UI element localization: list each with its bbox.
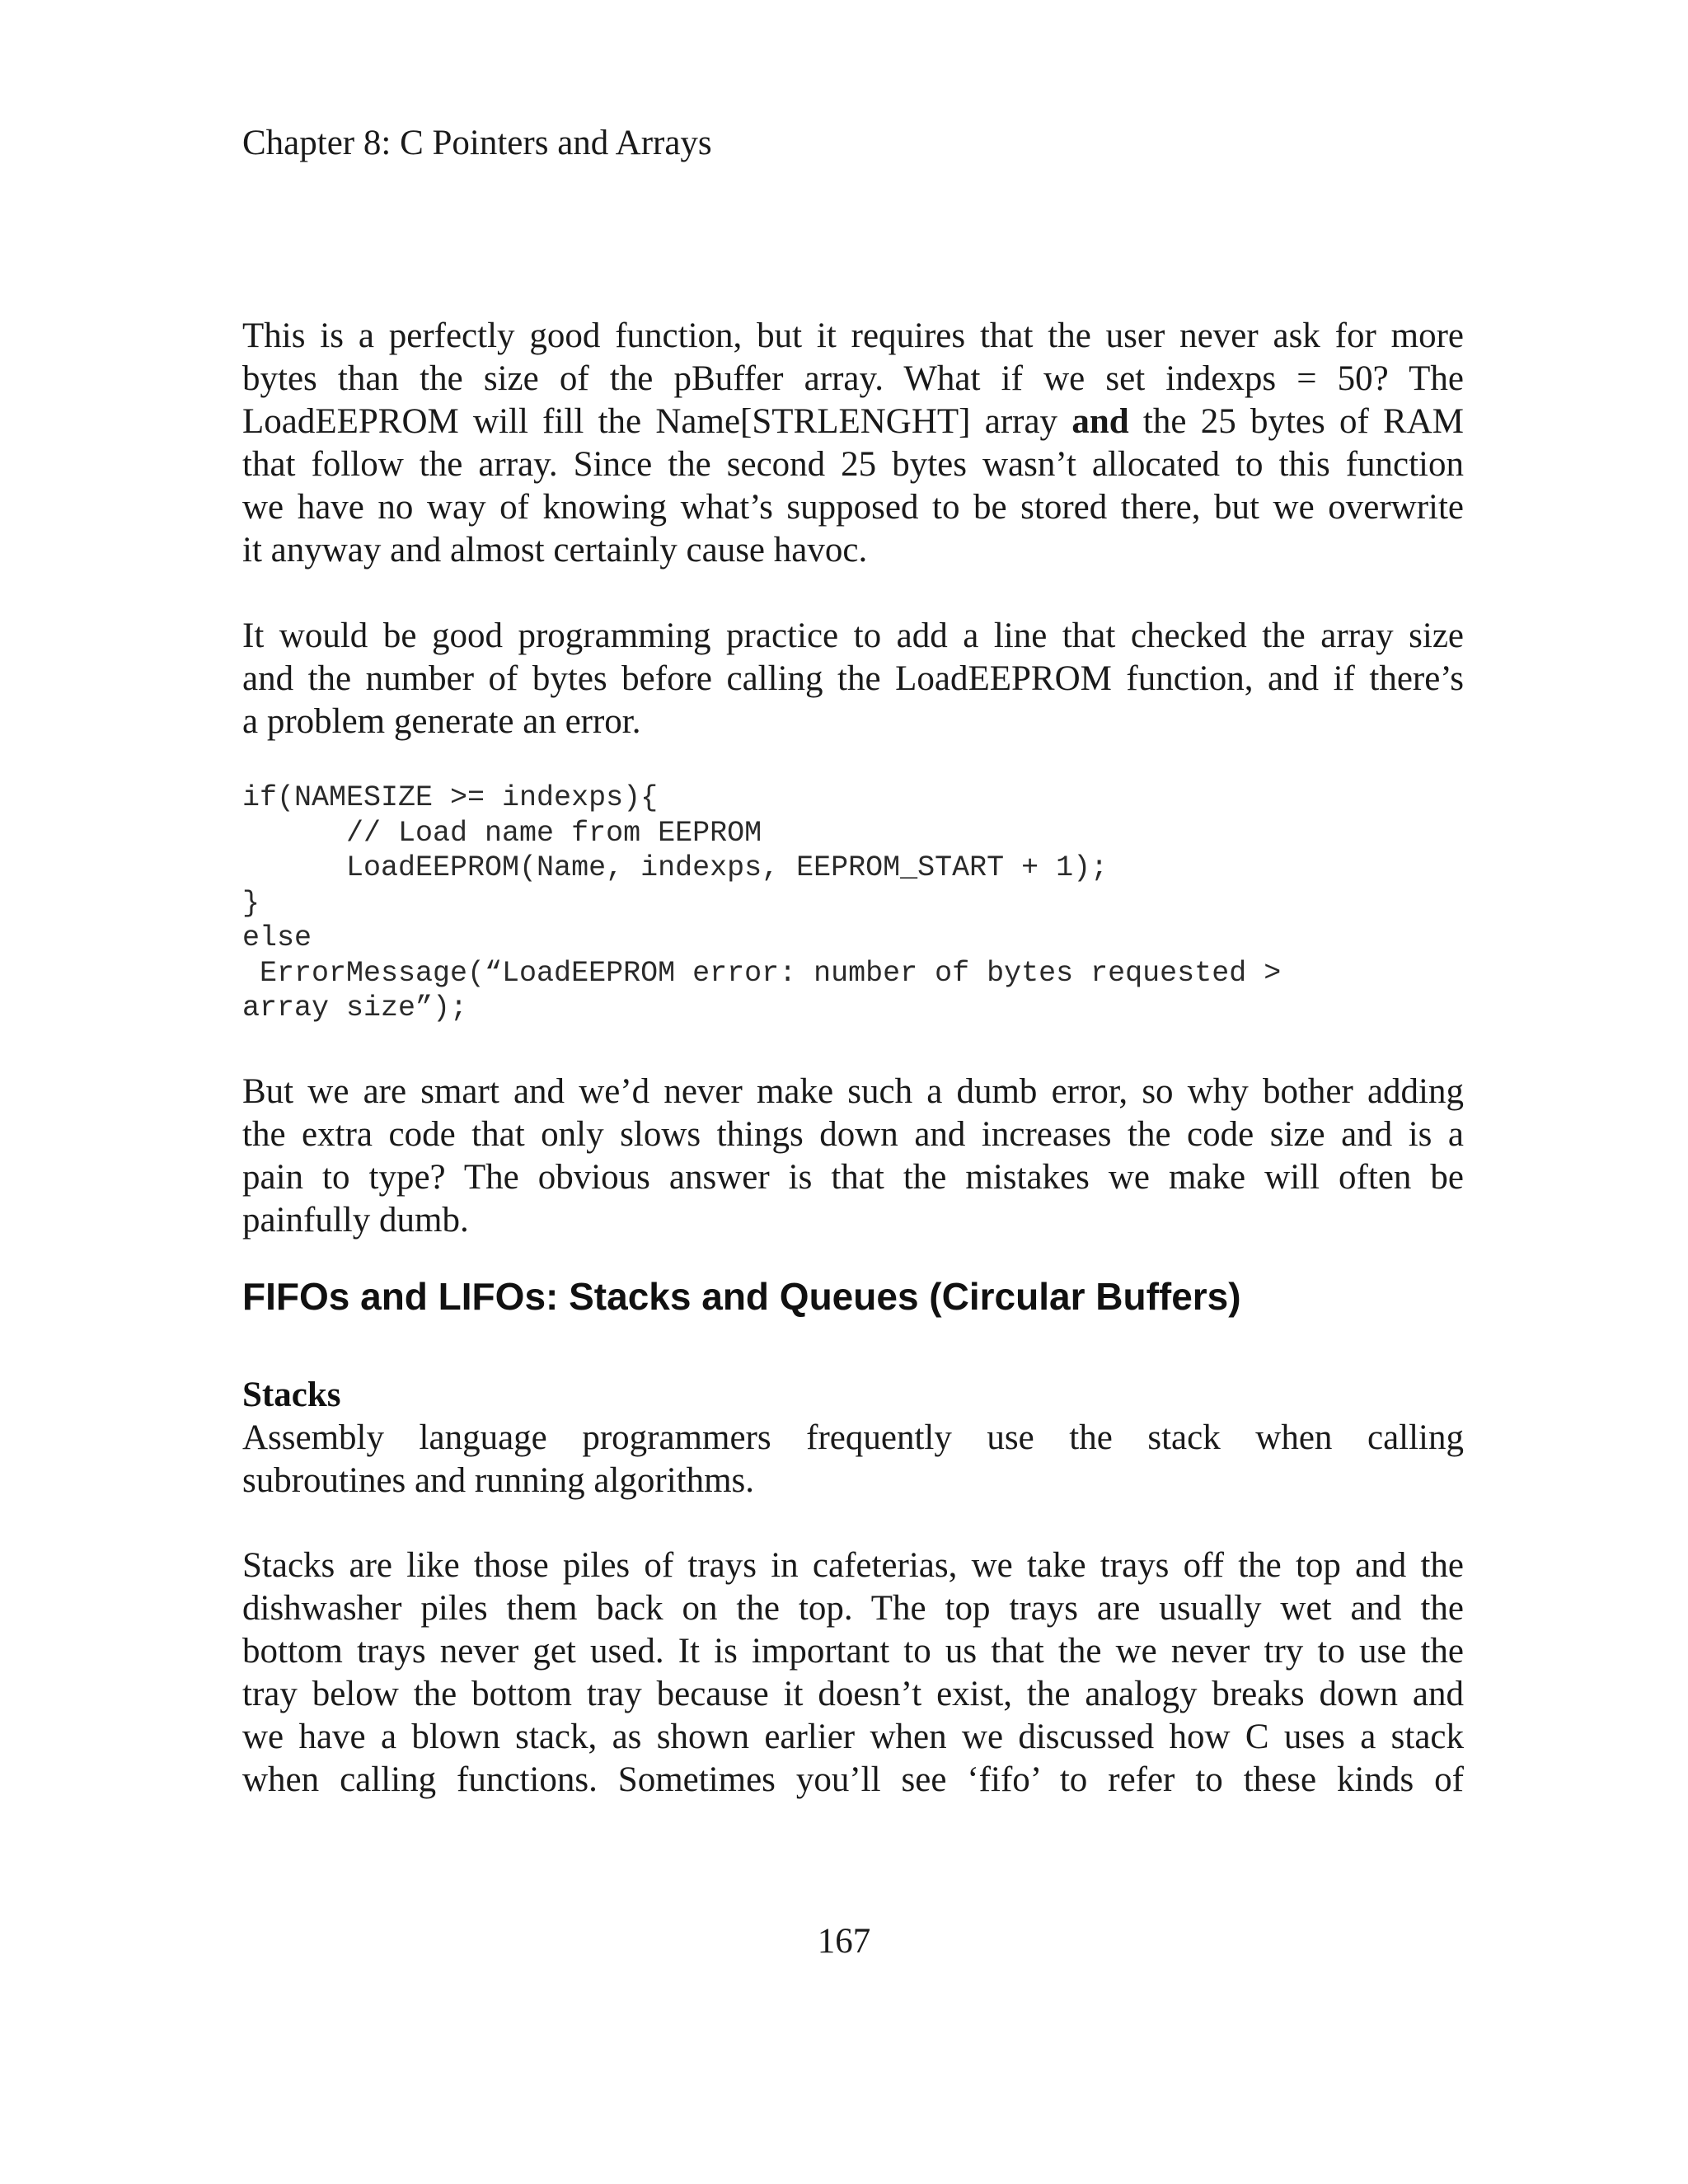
text-fragment: the 25 bytes of RAM [1128, 402, 1464, 441]
subsection-heading: Stacks [242, 1376, 341, 1414]
text-line: pain to type? The obvious answer is that the mistakes we make will often be [242, 1158, 1464, 1197]
text-line: painfully dumb. [242, 1201, 469, 1240]
section-heading: FIFOs and LIFOs: Stacks and Queues (Circular Buffers) [242, 1275, 1241, 1318]
text-line: subroutines and running algorithms. [242, 1461, 755, 1500]
text-line: a problem generate an error. [242, 702, 641, 741]
paragraph-assembly-stack [242, 1417, 1464, 1502]
text-line: it anyway and almost certainly cause havoc. [242, 531, 868, 569]
text-line: This is a perfectly good function, but it requires that the user never ask for more [242, 316, 1464, 355]
code-line: array size”); [242, 991, 468, 1024]
code-line: ErrorMessage(“LoadEEPROM error: number of bytes requested > [242, 956, 1282, 990]
paragraph-trays-analogy [242, 1544, 1464, 1802]
page-number: 167 [817, 1922, 871, 1961]
text-line: when calling functions. Sometimes you’ll see ‘fifo’ to refer to these kinds of [242, 1760, 1464, 1799]
code-line: // Load name from EEPROM [242, 816, 762, 850]
text-line: and the number of bytes before calling the LoadEEPROM function, and if there’s [242, 659, 1464, 698]
text-line: tray below the bottom tray because it doesn’t exist, the analogy breaks down and [242, 1675, 1464, 1713]
running-head: Chapter 8: C Pointers and Arrays [242, 124, 712, 162]
code-line: LoadEEPROM(Name, indexps, EEPROM_START + 1); [242, 851, 1109, 884]
paragraph-buffer-overflow [242, 315, 1464, 572]
code-line: if(NAMESIZE >= indexps){ [242, 781, 659, 814]
text-line: we have no way of knowing what’s supposed to be stored there, but we overwrite [242, 488, 1464, 527]
paragraph-dumb-mistakes [242, 1071, 1464, 1242]
code-line: } [242, 886, 260, 920]
text-line: It would be good programming practice to add a line that checked the array size [242, 616, 1464, 655]
text-line: we have a blown stack, as shown earlier when we discussed how C uses a stack [242, 1718, 1464, 1756]
paragraph-good-practice [242, 615, 1464, 743]
text-line: Assembly language programmers frequently use the stack when calling [242, 1418, 1464, 1457]
text-line: dishwasher piles them back on the top. The top trays are usually wet and the [242, 1589, 1464, 1628]
bold-emphasis: and [1071, 402, 1129, 441]
code-line: else [242, 921, 312, 954]
code-listing [242, 780, 1479, 1026]
text-line: Stacks are like those piles of trays in cafeterias, we take trays off the top and the [242, 1546, 1464, 1585]
text-line: bytes than the size of the pBuffer array. What if we set indexps = 50? The [242, 359, 1464, 398]
text-fragment: LoadEEPROM will fill the Name[STRLENGHT] array [242, 402, 1072, 441]
text-line: the extra code that only slows things down and increases the code size and is a [242, 1115, 1464, 1154]
text-line: bottom trays never get used. It is important to us that the we never try to use the [242, 1632, 1464, 1671]
text-line-with-bold [242, 401, 1464, 443]
text-line: that follow the array. Since the second 25 bytes wasn’t allocated to this function [242, 445, 1464, 484]
text-line: But we are smart and we’d never make such a dumb error, so why bother adding [242, 1072, 1464, 1111]
